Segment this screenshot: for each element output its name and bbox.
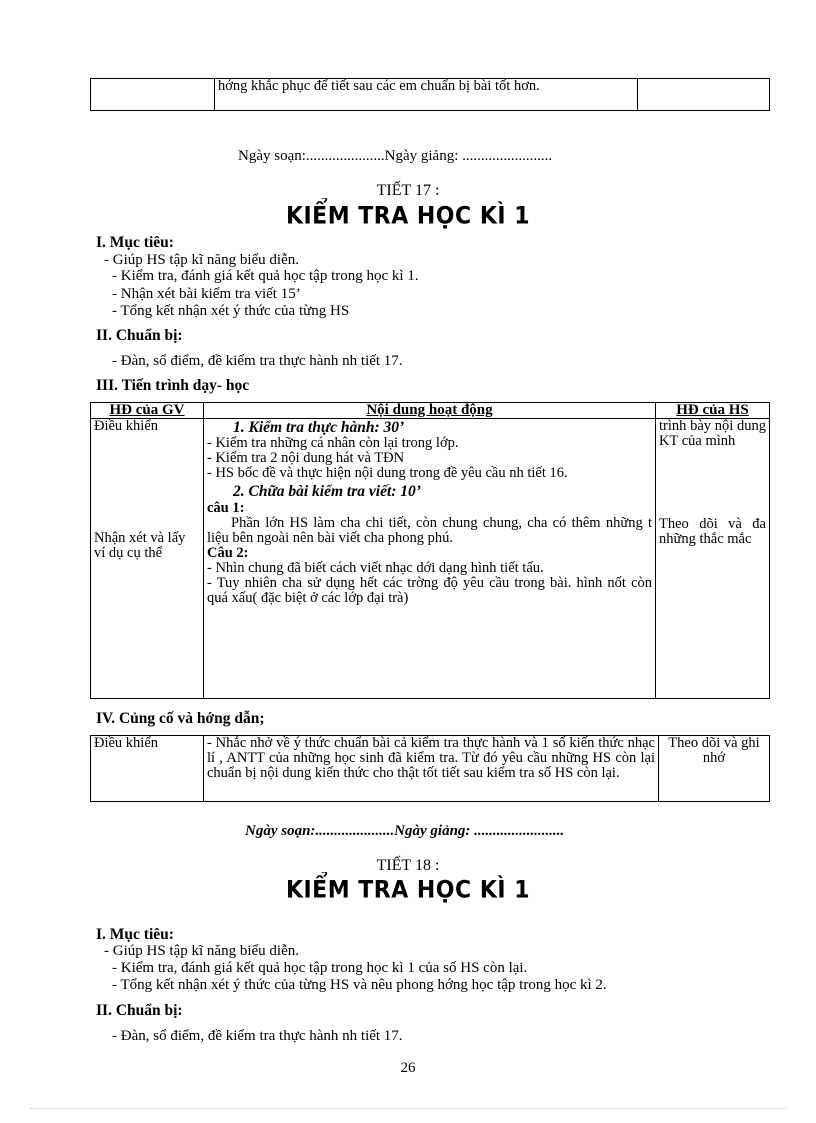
goal-line: - Tổng kết nhận xét ý thức của từng HS	[112, 303, 350, 319]
cau-1-text: Phần lớn HS làm cha chi tiết, còn chung chung, cha có thêm những t liệu bên ngoài nên bài viết cha phong phú.	[207, 515, 652, 546]
header-gv: HĐ của GV	[91, 403, 204, 419]
top-table	[90, 78, 770, 111]
prep-line-2: - Đàn, sổ điểm, đề kiểm tra thực hành nh tiết 17.	[112, 1028, 403, 1044]
review-table	[90, 735, 770, 802]
section-muc-tieu-1: I. Mục tiêu:	[96, 234, 174, 251]
review-gv: Điều khiển	[91, 736, 204, 802]
section-chuan-bi-1: II. Chuẩn bị:	[96, 327, 183, 344]
activity-table	[90, 402, 770, 699]
top-table-cell-left	[91, 79, 215, 111]
lesson-title-1: KIỂM TRA HỌC KÌ 1	[285, 202, 531, 231]
goal-line: - Nhận xét bài kiểm tra viết 15’	[112, 286, 301, 302]
hs-activity-2: Theo dõi và đa những thắc mắc	[659, 516, 766, 547]
gv-activity-1: Điều khiển	[94, 418, 159, 434]
goal-line: - Giúp HS tập kĩ năng biểu diễn.	[104, 943, 299, 959]
section-chuan-bi-2: II. Chuẩn bị:	[96, 1002, 183, 1019]
review-content: - Nhắc nhở về ý thức chuẩn bài cả kiểm tra thực hành và 1 số kiến thức nhạc lí , ANTT của những học sinh đã kiểm tra. Từ đó yêu cầu những HS còn lại chuẩn bị nội dung kiến thức cho thật tốt tiết sau kiểm tra số HS còn lại.	[204, 736, 659, 802]
lesson-title-2: KIỂM TRA HỌC KÌ 1	[285, 876, 531, 905]
hs-activity-1: trình bày nội dung KT của mình	[659, 418, 766, 449]
goal-line: - Tổng kết nhận xét ý thức của từng HS và nêu phong hớng học tập trong học kì 2.	[112, 977, 607, 993]
gv-activity-2: Nhận xét và lấy ví dụ cụ thể	[94, 530, 186, 561]
goal-line: - Giúp HS tập kĩ năng biểu diễn.	[104, 252, 299, 268]
content-line: - Kiểm tra 2 nội dung hát và TĐN	[207, 450, 405, 466]
top-table-cell-right	[638, 79, 770, 111]
section-muc-tieu-2: I. Mục tiêu:	[96, 926, 174, 943]
date-line-2: Ngày soạn:.....................Ngày giảng: ........................	[245, 823, 565, 839]
goal-line: - Kiểm tra, đánh giá kết quả học tập trong học kì 1.	[112, 268, 419, 284]
content-line: - Kiểm tra những cá nhân còn lại trong lớp.	[207, 435, 459, 451]
page-bottom-rule	[30, 1108, 786, 1109]
content-cell	[204, 419, 656, 699]
prep-line-1: - Đàn, sổ điểm, đề kiểm tra thực hành nh tiết 17.	[112, 353, 403, 369]
lesson-label-1: TIẾT 17 :	[376, 182, 440, 199]
header-content: Nội dung hoạt động	[204, 403, 656, 419]
cau-2-text-b: - Tuy nhiên cha sử dụng hết các trờng độ yêu cầu trong bài. hình nốt còn quá xấu( đặc biệt ở các lớp đại trà)	[207, 575, 652, 606]
review-hs: Theo dõi và ghi nhớ	[659, 736, 770, 802]
section-tien-trinh: III. Tiến trình dạy- học	[96, 377, 250, 394]
section-cung-co: IV. Củng cố và hớng dẫn;	[96, 710, 265, 727]
header-hs: HĐ của HS	[656, 403, 770, 419]
page-number: 26	[400, 1060, 416, 1076]
cau-2-text-a: - Nhìn chung đã biết cách viết nhạc dới dạng hình tiết tấu.	[207, 560, 544, 576]
gv-activity-cell	[91, 419, 204, 699]
date-line-1: Ngày soạn:.....................Ngày giảng: ........................	[238, 148, 553, 164]
goal-line: - Kiểm tra, đánh giá kết quả học tập trong học kì 1 của số HS còn lại.	[112, 960, 528, 976]
cau-2-label: Câu 2:	[207, 545, 249, 561]
hs-activity-cell	[656, 419, 770, 699]
content-heading-2: 2. Chữa bài kiểm tra viết: 10’	[233, 483, 421, 500]
content-line: - HS bốc đề và thực hiện nội dung trong đề yêu cầu nh tiết 16.	[207, 465, 568, 481]
content-heading-1: 1. Kiểm tra thực hành: 30’	[233, 419, 405, 436]
top-table-cell-mid: hớng khắc phục để tiết sau các em chuẩn bị bài tốt hơn.	[215, 79, 638, 111]
cau-1-label: câu 1:	[207, 500, 245, 516]
lesson-label-2: TIẾT 18 :	[376, 857, 440, 874]
